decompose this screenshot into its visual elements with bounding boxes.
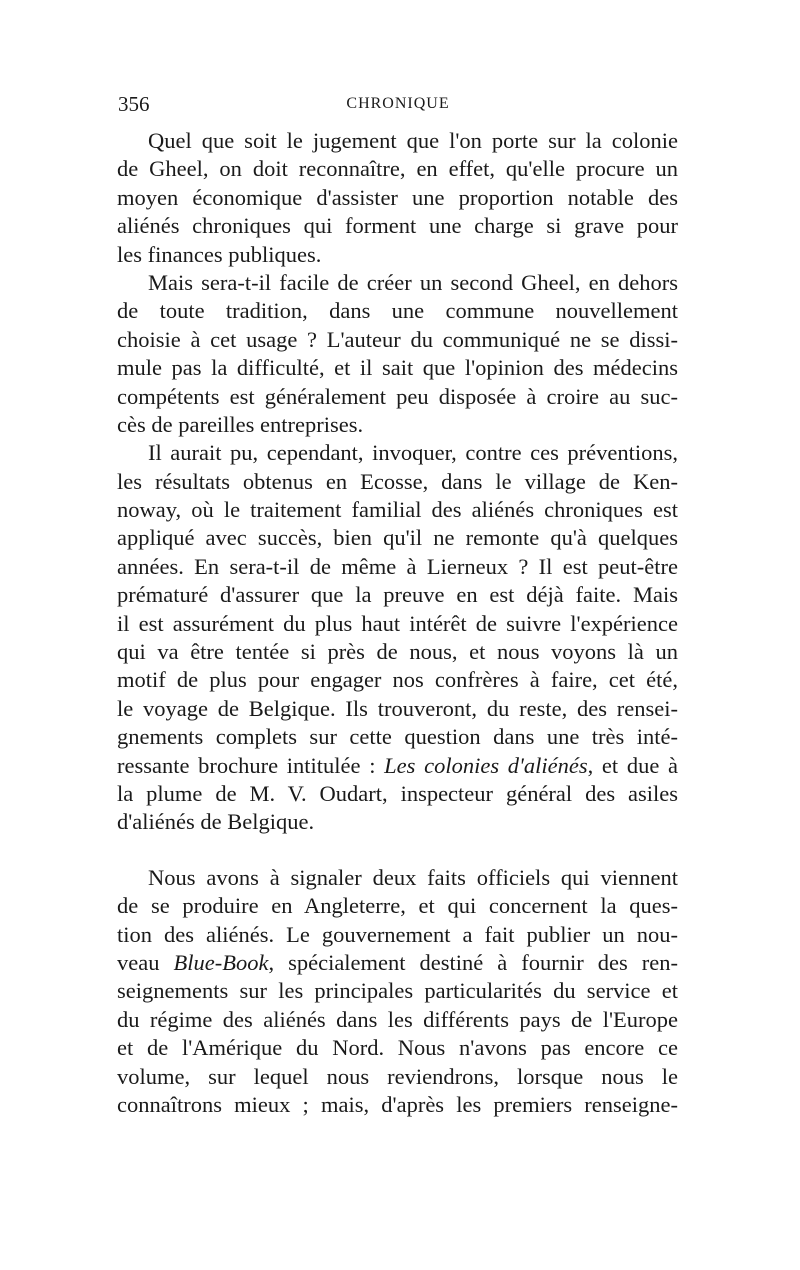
text-line: seignements sur les principales particularités du service et bbox=[117, 978, 678, 1004]
text-line: moyen économique d'assister une proportion notable des bbox=[117, 184, 678, 210]
text-line: du régime des aliénés dans les différents pays de l'Europe bbox=[117, 1006, 678, 1032]
paragraph-spacer bbox=[117, 837, 678, 864]
text-line-with-title bbox=[117, 949, 678, 977]
paragraph-kennoway-lierneux bbox=[117, 439, 678, 836]
text-line: appliqué avec succès, bien qu'il ne remonte qu'à quelques bbox=[117, 525, 678, 551]
text-line: de toute tradition, dans une commune nouvellement bbox=[117, 298, 678, 324]
paragraph-blue-book bbox=[117, 864, 678, 1120]
text-line: les résultats obtenus en Ecosse, dans le village de Ken- bbox=[117, 468, 678, 494]
text-fragment: , et due à bbox=[587, 752, 678, 778]
text-line: connaîtrons mieux ; mais, d'après les premiers renseigne- bbox=[117, 1091, 678, 1117]
text-line: noway, où le traitement familial des aliénés chroniques est bbox=[117, 497, 678, 523]
text-fragment: , spécialement destiné à fournir des ren- bbox=[268, 949, 678, 975]
text-line: choisie à cet usage ? L'auteur du communiqué ne se dissi- bbox=[117, 326, 678, 352]
page-number: 356 bbox=[118, 92, 150, 116]
text-line: Il aurait pu, cependant, invoquer, contre ces préventions, bbox=[148, 440, 678, 466]
text-line-with-title bbox=[117, 752, 678, 780]
text-line: il est assurément du plus haut intérêt de suivre l'expérience bbox=[117, 610, 678, 636]
text-line: de Gheel, on doit reconnaître, en effet, qu'elle procure un bbox=[117, 156, 678, 182]
text-fragment: ressante brochure intitulée : bbox=[117, 752, 385, 778]
blue-book-title: Blue-Book bbox=[173, 949, 269, 975]
running-head bbox=[118, 92, 678, 122]
text-line: et de l'Amérique du Nord. Nous n'avons pas encore ce bbox=[117, 1035, 678, 1061]
text-line: les finances publiques. bbox=[117, 241, 322, 267]
text-fragment: veau bbox=[117, 949, 174, 975]
text-line: qui va être tentée si près de nous, et nous voyons là un bbox=[117, 639, 678, 665]
text-line: volume, sur lequel nous reviendrons, lorsque nous le bbox=[117, 1063, 678, 1089]
brochure-title: Les colonies d'aliénés bbox=[384, 752, 588, 778]
text-line: mule pas la difficulté, et il sait que l'opinion des médecins bbox=[117, 355, 678, 381]
text-line: prématuré d'assurer que la preuve en est déjà faite. Mais bbox=[117, 582, 678, 608]
body-text bbox=[117, 127, 678, 1119]
text-line: gnements complets sur cette question dans une très inté- bbox=[117, 724, 678, 750]
text-line: aliénés chroniques qui forment une charge si grave pour bbox=[117, 213, 678, 239]
text-line: tion des aliénés. Le gouvernement a fait publier un nou- bbox=[117, 921, 678, 947]
text-line: cès de pareilles entreprises. bbox=[117, 411, 364, 437]
text-line: la plume de M. V. Oudart, inspecteur général des asiles bbox=[117, 780, 678, 806]
paragraph-second-gheel bbox=[117, 269, 678, 439]
text-line: compétents est généralement peu disposée à croire au suc- bbox=[117, 383, 678, 409]
text-line: Nous avons à signaler deux faits officiels qui viennent bbox=[148, 864, 678, 890]
text-line: d'aliénés de Belgique. bbox=[117, 809, 315, 835]
text-line: motif de plus pour engager nos confrères à faire, cet été, bbox=[117, 667, 678, 693]
running-head-title: CHRONIQUE bbox=[346, 95, 450, 112]
text-line: de se produire en Angleterre, et qui concernent la ques- bbox=[117, 893, 678, 919]
text-line: Quel que soit le jugement que l'on porte sur la colonie bbox=[148, 128, 678, 153]
text-line: Mais sera-t-il facile de créer un second Gheel, en dehors bbox=[148, 269, 678, 295]
text-line: années. En sera-t-il de même à Lierneux ? Il est peut-être bbox=[117, 553, 678, 579]
paragraph-gheel-colony bbox=[117, 127, 678, 269]
text-line: le voyage de Belgique. Ils trouveront, du reste, des rensei- bbox=[117, 695, 678, 721]
